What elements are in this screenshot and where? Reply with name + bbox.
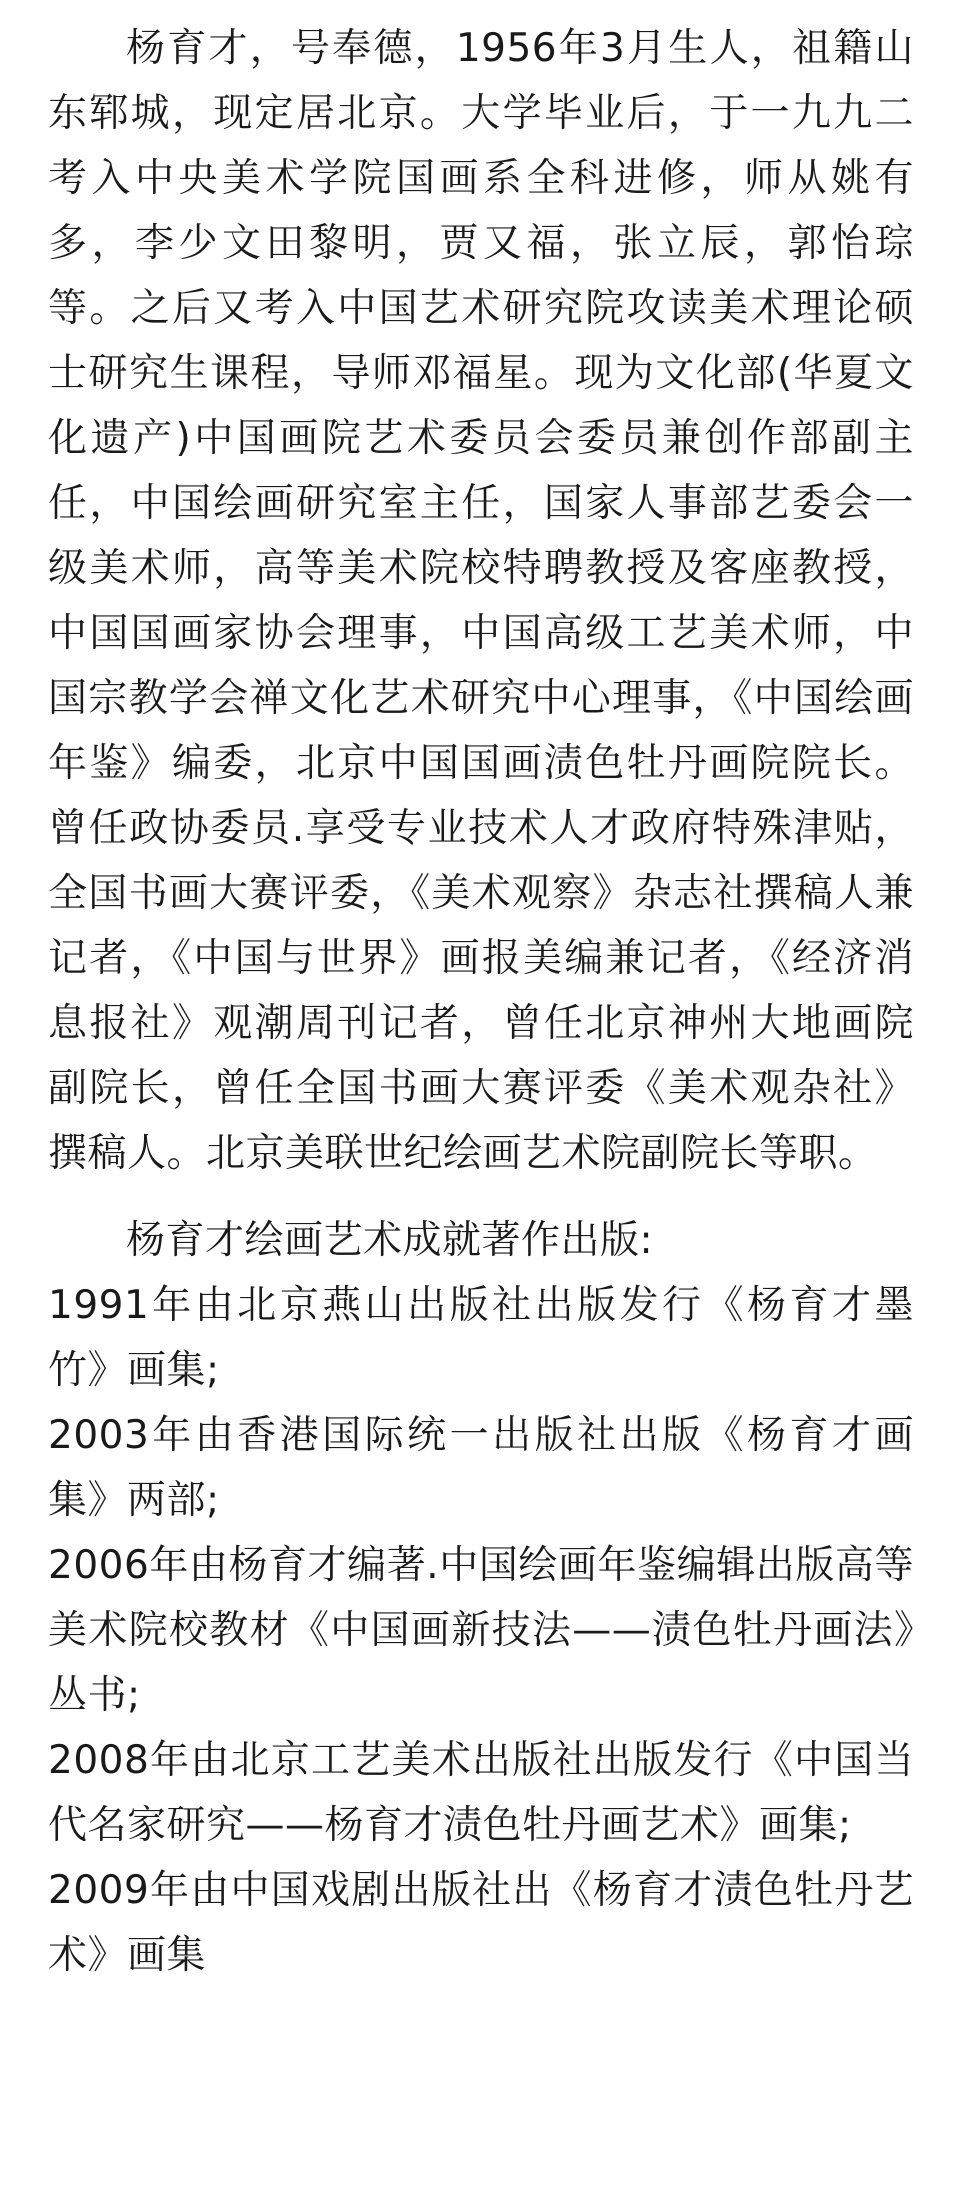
- publications-heading: 杨育才绘画艺术成就著作出版:: [126, 1218, 654, 1263]
- publication-item: 1991年由北京燕山出版社出版发行《杨育才墨竹》画集;: [48, 1283, 914, 1393]
- publication-item: 2009年由中国戏剧出版社出《杨育才渍色牡丹艺术》画集: [48, 1868, 914, 1978]
- article-body: [48, 16, 914, 1988]
- biography-paragraph: 杨育才，号奉德，1956年3月生人，祖籍山东郓城，现定居北京。大学毕业后，于一九九二考入中央美术学院国画系全科进修，师从姚有多，李少文田黎明，贾又福，张立辰，郭怡琮等。之后又考入中国艺术研究院攻读美术理论硕士研究生课程，导师邓福星。现为文化部(华夏文化遗产)中国画院艺术委员会委员兼创作部副主任，中国绘画研究室主任，国家人事部艺委会一级美术师，高等美术院校特聘教授及客座教授，中国国画家协会理事，中国高级工艺美术师，中国宗教学会禅文化艺术研究中心理事，《中国绘画年鉴》编委，北京中国国画渍色牡丹画院院长。曾任政协委员.享受专业技术人才政府特殊津贴，全国书画大赛评委，《美术观察》杂志社撰稿人兼记者，《中国与世界》画报美编兼记者，《经济消息报社》观潮周刊记者，曾任北京神州大地画院副院长，曾任全国书画大赛评委《美术观杂社》撰稿人。北京美联世纪绘画艺术院副院长等职。: [48, 26, 914, 1176]
- publication-item: 2006年由杨育才编著.中国绘画年鉴编辑出版高等美术院校教材《中国画新技法——渍色牡丹画法》丛书;: [48, 1543, 914, 1718]
- publication-item: 2008年由北京工艺美术出版社出版发行《中国当代名家研究——杨育才渍色牡丹画艺术》画集;: [48, 1738, 914, 1848]
- publications-list: [48, 1273, 914, 1988]
- publication-item: 2003年由香港国际统一出版社出版《杨育才画集》两部;: [48, 1413, 914, 1523]
